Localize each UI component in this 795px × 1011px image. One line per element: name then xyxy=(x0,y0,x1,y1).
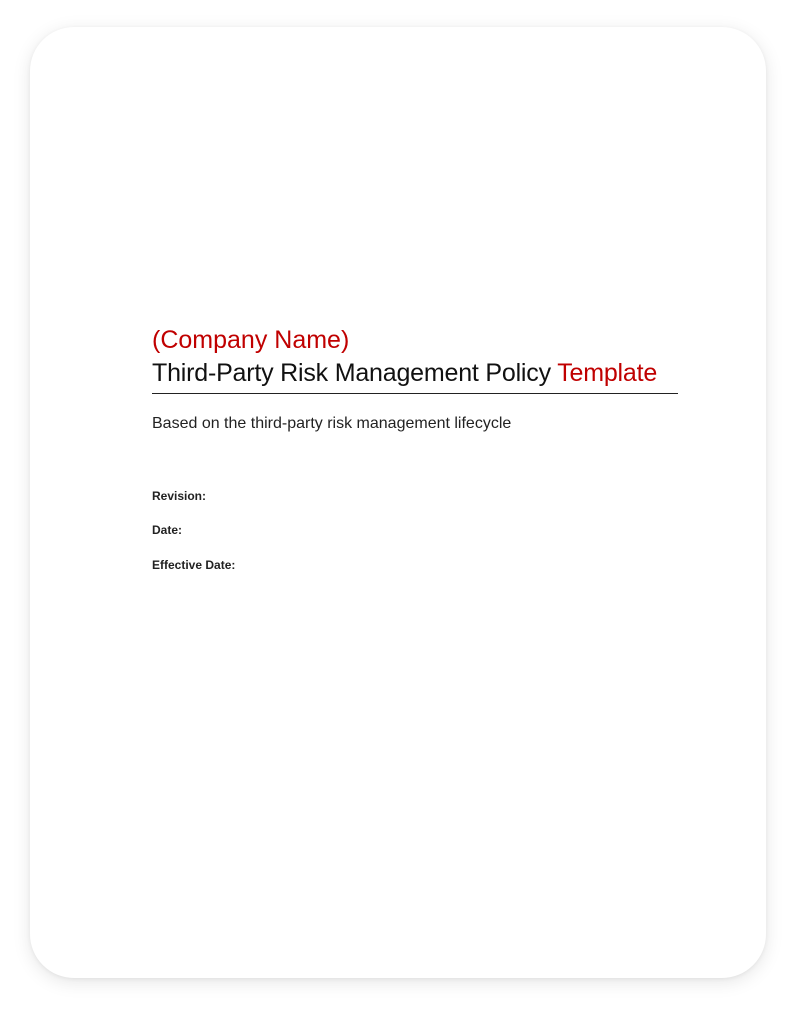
document-title-main: Third-Party Risk Management Policy xyxy=(152,359,551,387)
document-title-accent: Template xyxy=(557,359,658,387)
document-title xyxy=(152,356,678,394)
effective-date-label: Effective Date: xyxy=(152,558,236,572)
date-label: Date: xyxy=(152,523,183,537)
company-name: (Company Name) xyxy=(152,326,350,354)
title-block xyxy=(152,324,678,394)
revision-label: Revision: xyxy=(152,489,207,503)
document-page xyxy=(30,27,766,978)
document-subtitle: Based on the third-party risk management lifecycle xyxy=(152,415,512,432)
